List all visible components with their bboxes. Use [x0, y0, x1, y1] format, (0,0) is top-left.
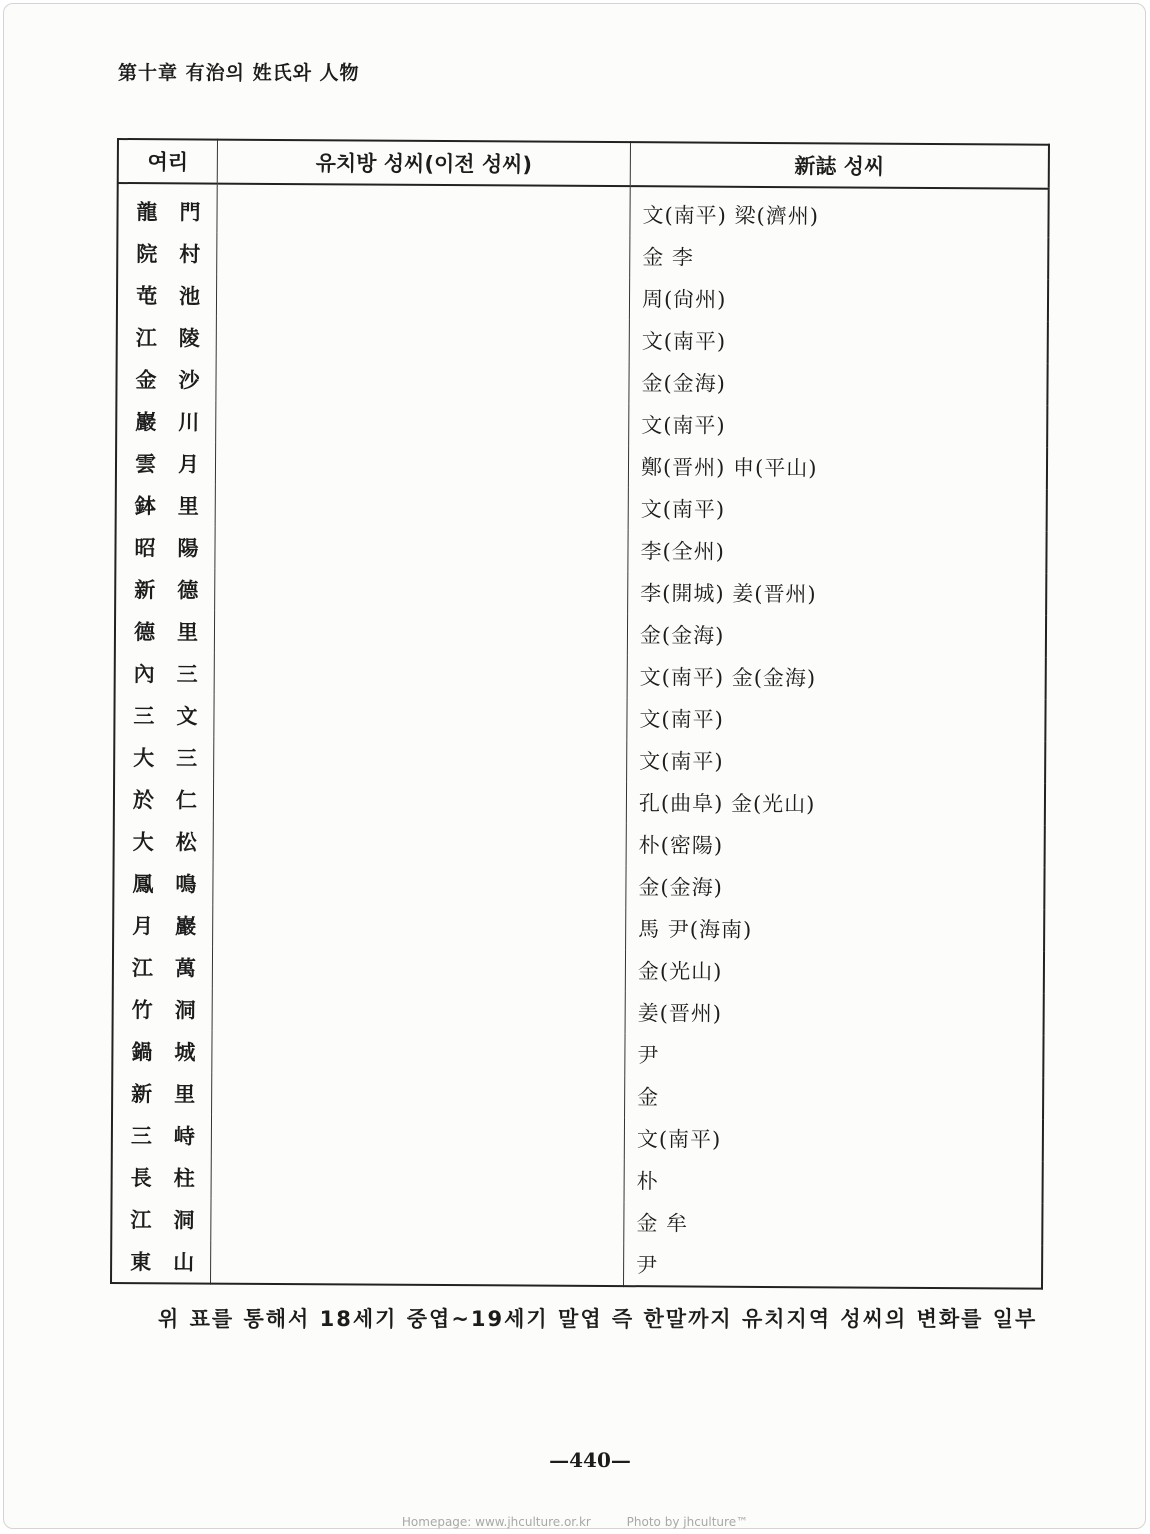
- table-header-row: [118, 139, 1049, 189]
- prior-surnames-cell: [215, 527, 628, 572]
- new-surnames-cell: 金(金海): [627, 613, 1046, 658]
- table-row: [115, 526, 1046, 574]
- prior-surnames-cell: [215, 569, 628, 614]
- table-row: [117, 183, 1048, 238]
- new-surnames-cell: 文(南平) 梁(濟州): [630, 186, 1049, 238]
- prior-surnames-cell: [216, 359, 629, 404]
- table-row: [114, 778, 1045, 826]
- village-name-cell: 鉢里: [134, 493, 221, 519]
- new-surnames-cell: 金 牟: [624, 1201, 1043, 1246]
- new-surnames-cell: 文(南平) 金(金海): [627, 655, 1046, 700]
- prior-surnames-cell: [212, 989, 625, 1034]
- prior-surnames-cell: [213, 779, 626, 824]
- village-name-cell: 雲月: [134, 451, 222, 477]
- table-row: [117, 316, 1048, 364]
- village-name-cell: 巖川: [135, 409, 222, 435]
- village-name-cell: 於仁: [132, 787, 220, 813]
- body-text-line: 위 표를 통해서 18세기 중엽~19세기 말엽 즉 한말까지 유치지역 성씨의 변화를 일부: [158, 1307, 1038, 1331]
- new-surnames-cell: 文(南平): [628, 487, 1047, 532]
- village-name-cell: 竹洞: [131, 997, 218, 1023]
- surname-table: [110, 138, 1050, 1290]
- prior-surnames-cell: [216, 317, 629, 362]
- prior-surnames-cell: [214, 611, 627, 656]
- column-header-new-surnames: 新誌 성씨: [630, 142, 1049, 189]
- table-row: [117, 274, 1048, 322]
- village-name-cell: 長柱: [130, 1165, 217, 1191]
- village-name-cell: 鳳鳴: [132, 871, 219, 897]
- new-surnames-cell: 李(全州): [628, 529, 1047, 574]
- new-surnames-cell: 朴(密陽): [626, 823, 1045, 868]
- prior-surnames-cell: [212, 947, 625, 992]
- new-surnames-cell: 姜(晋州): [625, 991, 1044, 1036]
- new-surnames-cell: 馬 尹(海南): [626, 907, 1045, 952]
- prior-surnames-cell: [213, 863, 626, 908]
- prior-surnames-cell: [212, 1031, 625, 1076]
- table-row: [116, 484, 1047, 532]
- prior-surnames-cell: [211, 1199, 624, 1244]
- new-surnames-cell: 李(開城) 姜(晋州): [628, 571, 1047, 616]
- table-body: [111, 183, 1049, 1289]
- village-name-cell: 三峙: [130, 1123, 217, 1149]
- homepage-credit: Homepage: www.jhculture.or.kr: [401, 1515, 591, 1529]
- table-row: [116, 400, 1047, 448]
- new-surnames-cell: 金(金海): [629, 361, 1048, 406]
- village-name-cell: 新里: [131, 1081, 218, 1107]
- prior-surnames-cell: [214, 737, 627, 782]
- table-row: [112, 1156, 1043, 1204]
- table-row: [115, 610, 1046, 658]
- village-name-cell: 德里: [133, 619, 221, 645]
- new-surnames-cell: 鄭(晋州) 申(平山): [628, 445, 1047, 490]
- new-surnames-cell: 文(南平): [629, 319, 1048, 364]
- prior-surnames-cell: [216, 401, 629, 446]
- page-number: —440—: [549, 1448, 631, 1472]
- table-row: [112, 1072, 1043, 1120]
- table-row: [114, 736, 1045, 784]
- new-surnames-cell: 金(金海): [626, 865, 1045, 910]
- prior-surnames-cell: [215, 443, 628, 488]
- table-row: [112, 1114, 1043, 1162]
- village-name-cell: 月巖: [132, 913, 219, 939]
- surname-table-wrapper: [110, 138, 1050, 1289]
- table-row: [115, 652, 1046, 700]
- column-header-village: 여리: [118, 139, 218, 184]
- village-name-cell: 鍋城: [131, 1039, 218, 1065]
- prior-surnames-cell: [216, 275, 629, 320]
- village-name-cell: 昭陽: [134, 535, 221, 561]
- village-name-cell: 三文: [133, 703, 220, 729]
- village-name-cell: 龍門: [136, 199, 223, 225]
- table-row: [117, 232, 1048, 280]
- running-header: 第十章 有治의 姓氏와 人物: [118, 62, 360, 84]
- prior-surnames-cell: [214, 695, 627, 740]
- table-row: [113, 988, 1044, 1036]
- new-surnames-cell: 孔(曲阜) 金(光山): [626, 781, 1045, 826]
- village-name-cell: 金沙: [135, 367, 222, 393]
- table-row: [113, 862, 1044, 910]
- table-row: [114, 694, 1045, 742]
- table-row: [111, 1198, 1042, 1246]
- village-name-cell: 江洞: [130, 1207, 217, 1233]
- prior-surnames-cell: [214, 653, 627, 698]
- prior-surnames-cell: [217, 184, 630, 236]
- prior-surnames-cell: [212, 1073, 625, 1118]
- prior-surnames-cell: [213, 821, 626, 866]
- prior-surnames-cell: [213, 905, 626, 950]
- village-name-cell: 東山: [130, 1249, 217, 1275]
- village-name-cell: 江萬: [131, 955, 219, 981]
- new-surnames-cell: 金(光山): [625, 949, 1044, 994]
- new-surnames-cell: 文(南平): [629, 403, 1048, 448]
- prior-surnames-cell: [215, 485, 628, 530]
- village-name-cell: 芚池: [135, 283, 223, 309]
- table-row: [115, 568, 1046, 616]
- village-name-cell: 院村: [136, 241, 223, 267]
- new-surnames-cell: 文(南平): [627, 739, 1046, 784]
- table-row: [111, 1240, 1042, 1289]
- new-surnames-cell: 朴: [624, 1159, 1043, 1204]
- new-surnames-cell: 金 李: [630, 235, 1049, 280]
- table-row: [112, 1030, 1043, 1078]
- village-name-cell: 大松: [132, 829, 219, 855]
- column-header-prior-surnames: 유치방 성씨(이전 성씨): [217, 140, 630, 187]
- new-surnames-cell: 文(南平): [624, 1117, 1043, 1162]
- table-row: [113, 946, 1044, 994]
- village-name-cell: 大三: [133, 745, 220, 771]
- village-name-cell: 新德: [134, 577, 221, 603]
- table-row: [116, 358, 1047, 406]
- table-row: [114, 820, 1045, 868]
- photo-credit: [0, 1515, 1150, 1529]
- new-surnames-cell: 周(尙州): [629, 277, 1048, 322]
- photographer-credit: Photo by jhculture™: [626, 1515, 749, 1529]
- new-surnames-cell: 文(南平): [627, 697, 1046, 742]
- prior-surnames-cell: [211, 1241, 624, 1287]
- new-surnames-cell: 金: [625, 1075, 1044, 1120]
- new-surnames-cell: 尹: [623, 1243, 1042, 1289]
- table-row: [113, 904, 1044, 952]
- prior-surnames-cell: [211, 1115, 624, 1160]
- new-surnames-cell: 尹: [625, 1033, 1044, 1078]
- table-row: [116, 442, 1047, 490]
- prior-surnames-cell: [211, 1157, 624, 1202]
- village-name-cell: 江陵: [135, 325, 222, 351]
- village-name-cell: 內三: [133, 661, 220, 687]
- prior-surnames-cell: [217, 233, 630, 278]
